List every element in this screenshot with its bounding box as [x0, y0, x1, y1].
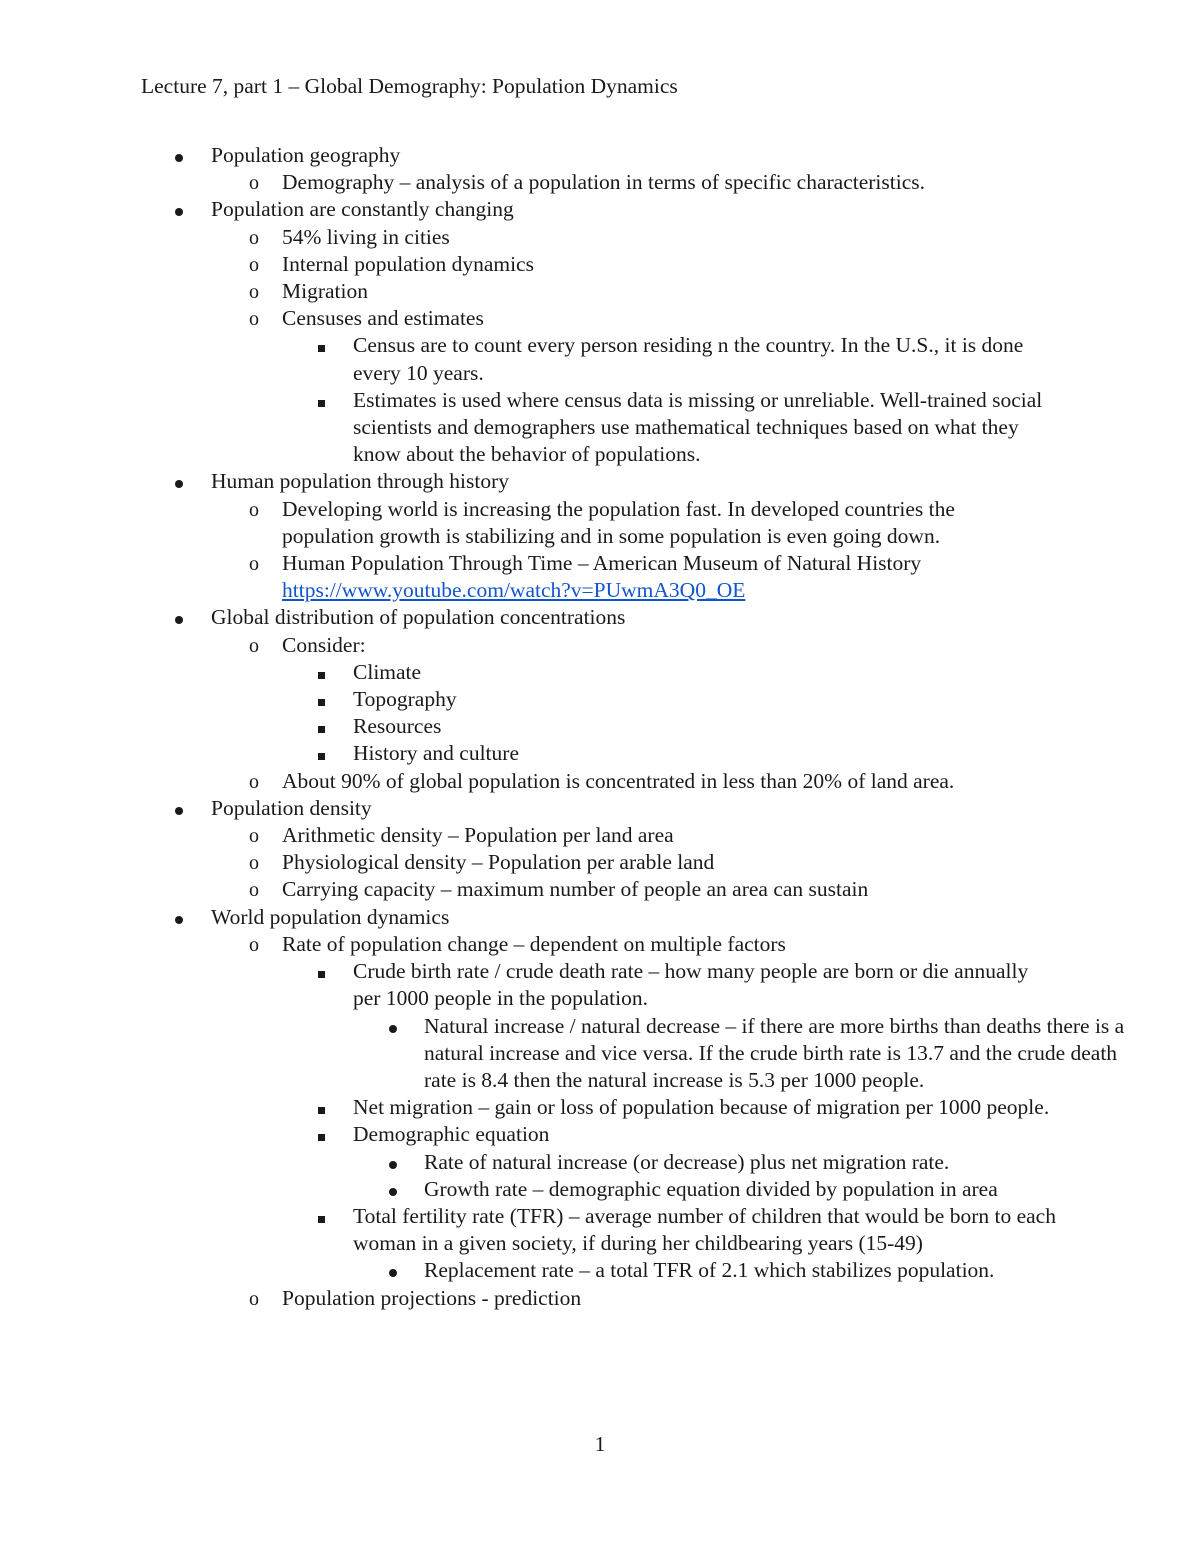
circle-bullet-icon: o [249, 825, 259, 848]
list-item [0, 169, 1200, 196]
square-bullet-icon [318, 1203, 325, 1230]
circle-bullet-icon: o [249, 553, 259, 576]
circle-bullet-icon: o [249, 1287, 259, 1310]
list-item-text: Consider: [282, 632, 366, 657]
list-item-text: Natural increase / natural decrease – if there are more births than deaths there is a natural increase and vice versa. If the crude birth rate is 13.7 and the crude death rate is 8.4 then the natural increase is 5.3 per 1000 people. [424, 1013, 1125, 1092]
list-item-text: Crude birth rate / crude death rate – how many people are born or die annually per 1000 people in the population. [353, 959, 1029, 1011]
list-item-text: Growth rate – demographic equation divided by population in area [424, 1176, 998, 1201]
list-item-text: About 90% of global population is concentrated in less than 20% of land area. [282, 768, 955, 793]
list-item-text: Population density [211, 795, 372, 820]
list-item-text: Physiological density – Population per arable land [282, 850, 715, 875]
square-bullet-icon [318, 1094, 325, 1121]
page-number: 1 [594, 1432, 606, 1456]
list-item [0, 251, 1200, 278]
circle-bullet-icon: o [249, 933, 259, 956]
list-item [0, 387, 1200, 469]
circle-bullet-icon: o [249, 281, 259, 304]
list-item-text: Arithmetic density – Population per land area [282, 823, 674, 848]
list-item-text: Estimates is used where census data is missing or unreliable. Well-trained social scientists and demographers use mathematical techniques based on what they know about the behavior of populations. [353, 387, 1043, 467]
circle-bullet-icon: o [249, 253, 259, 276]
list-item [0, 849, 1200, 876]
list-item-text: Human Population Through Time – American Museum of Natural History [282, 551, 922, 576]
list-item-text: Population geography [211, 143, 401, 167]
square-bullet-icon [318, 387, 325, 414]
list-item [0, 659, 1200, 686]
list-item [0, 1013, 1200, 1095]
bullet-icon [175, 142, 183, 169]
bullet-icon [389, 1149, 397, 1176]
list-item-text: Rate of population change – dependent on multiple factors [282, 931, 786, 956]
outline-list [0, 142, 1200, 1312]
circle-bullet-icon: o [249, 172, 259, 195]
list-item [0, 686, 1200, 713]
bullet-icon [175, 795, 183, 822]
list-item [0, 958, 1200, 1012]
bullet-icon [175, 904, 183, 931]
square-bullet-icon [318, 958, 325, 985]
list-item [0, 740, 1200, 767]
list-item-text: Human population through history [211, 469, 509, 494]
list-item [0, 305, 1200, 332]
list-item-text: Rate of natural increase (or decrease) plus net migration rate. [424, 1149, 950, 1174]
list-item [0, 1203, 1200, 1257]
video-link[interactable]: https://www.youtube.com/watch?v=PUwmA3Q0_OE [282, 578, 746, 603]
list-item [0, 822, 1200, 849]
bullet-icon [175, 468, 183, 495]
list-item [0, 550, 1200, 604]
square-bullet-icon [318, 740, 325, 767]
list-item-text: Net migration – gain or loss of population because of migration per 1000 people. [353, 1095, 1050, 1120]
list-item [0, 468, 1200, 495]
list-item [0, 604, 1200, 631]
list-item [0, 1094, 1200, 1121]
circle-bullet-icon: o [249, 308, 259, 331]
circle-bullet-icon: o [249, 634, 259, 657]
list-item [0, 1285, 1200, 1312]
square-bullet-icon [318, 332, 325, 359]
list-item [0, 768, 1200, 795]
list-item [0, 278, 1200, 305]
list-item [0, 196, 1200, 223]
list-item [0, 632, 1200, 659]
list-item-text: World population dynamics [211, 904, 450, 929]
list-item-text: Population projections - prediction [282, 1285, 582, 1310]
list-item [0, 931, 1200, 958]
list-item-text: Census are to count every person residing n the country. In the U.S., it is done every 10 years. [353, 333, 1024, 385]
list-item [0, 496, 1200, 550]
square-bullet-icon [318, 713, 325, 740]
list-item [0, 1149, 1200, 1176]
list-item-text: Resources [353, 714, 442, 739]
list-item [0, 224, 1200, 251]
bullet-icon [389, 1013, 397, 1040]
circle-bullet-icon: o [249, 770, 259, 793]
list-item [0, 904, 1200, 931]
list-item [0, 795, 1200, 822]
square-bullet-icon [318, 686, 325, 713]
document-title: Lecture 7, part 1 – Global Demography: Population Dynamics [141, 74, 678, 98]
circle-bullet-icon: o [249, 498, 259, 521]
bullet-icon [175, 196, 183, 223]
list-item [0, 332, 1200, 386]
list-item-text: 54% living in cities [282, 224, 450, 249]
list-item-text: Demography – analysis of a population in terms of specific characteristics. [282, 170, 926, 195]
list-item-text: Replacement rate – a total TFR of 2.1 which stabilizes population. [424, 1258, 995, 1283]
list-item-text: Topography [353, 687, 457, 712]
list-item-text: History and culture [353, 741, 519, 766]
bullet-icon [389, 1176, 397, 1203]
square-bullet-icon [318, 1121, 325, 1148]
list-item [0, 1121, 1200, 1148]
list-item-text: Climate [353, 659, 422, 684]
circle-bullet-icon: o [249, 852, 259, 875]
list-item-text: Migration [282, 279, 368, 304]
list-item [0, 1257, 1200, 1284]
list-item [0, 1176, 1200, 1203]
list-item-text: Censuses and estimates [282, 306, 484, 331]
circle-bullet-icon: o [249, 879, 259, 902]
list-item-text: Developing world is increasing the population fast. In developed countries the population growth is stabilizing and in some population is even going down. [282, 496, 955, 548]
list-item-text: Population are constantly changing [211, 197, 514, 222]
list-item-text: Total fertility rate (TFR) – average number of children that would be born to each woman in a given society, if during her childbearing years (15-49) [353, 1203, 1056, 1256]
list-item [0, 142, 1200, 169]
list-item-text: Internal population dynamics [282, 251, 534, 276]
list-item [0, 876, 1200, 903]
list-item [0, 713, 1200, 740]
list-item-text: Carrying capacity – maximum number of people an area can sustain [282, 877, 869, 902]
square-bullet-icon [318, 659, 325, 686]
list-item-text: Demographic equation [353, 1122, 550, 1147]
list-item-text: Global distribution of population concentrations [211, 605, 626, 630]
bullet-icon [389, 1257, 397, 1284]
bullet-icon [175, 604, 183, 631]
circle-bullet-icon: o [249, 226, 259, 249]
